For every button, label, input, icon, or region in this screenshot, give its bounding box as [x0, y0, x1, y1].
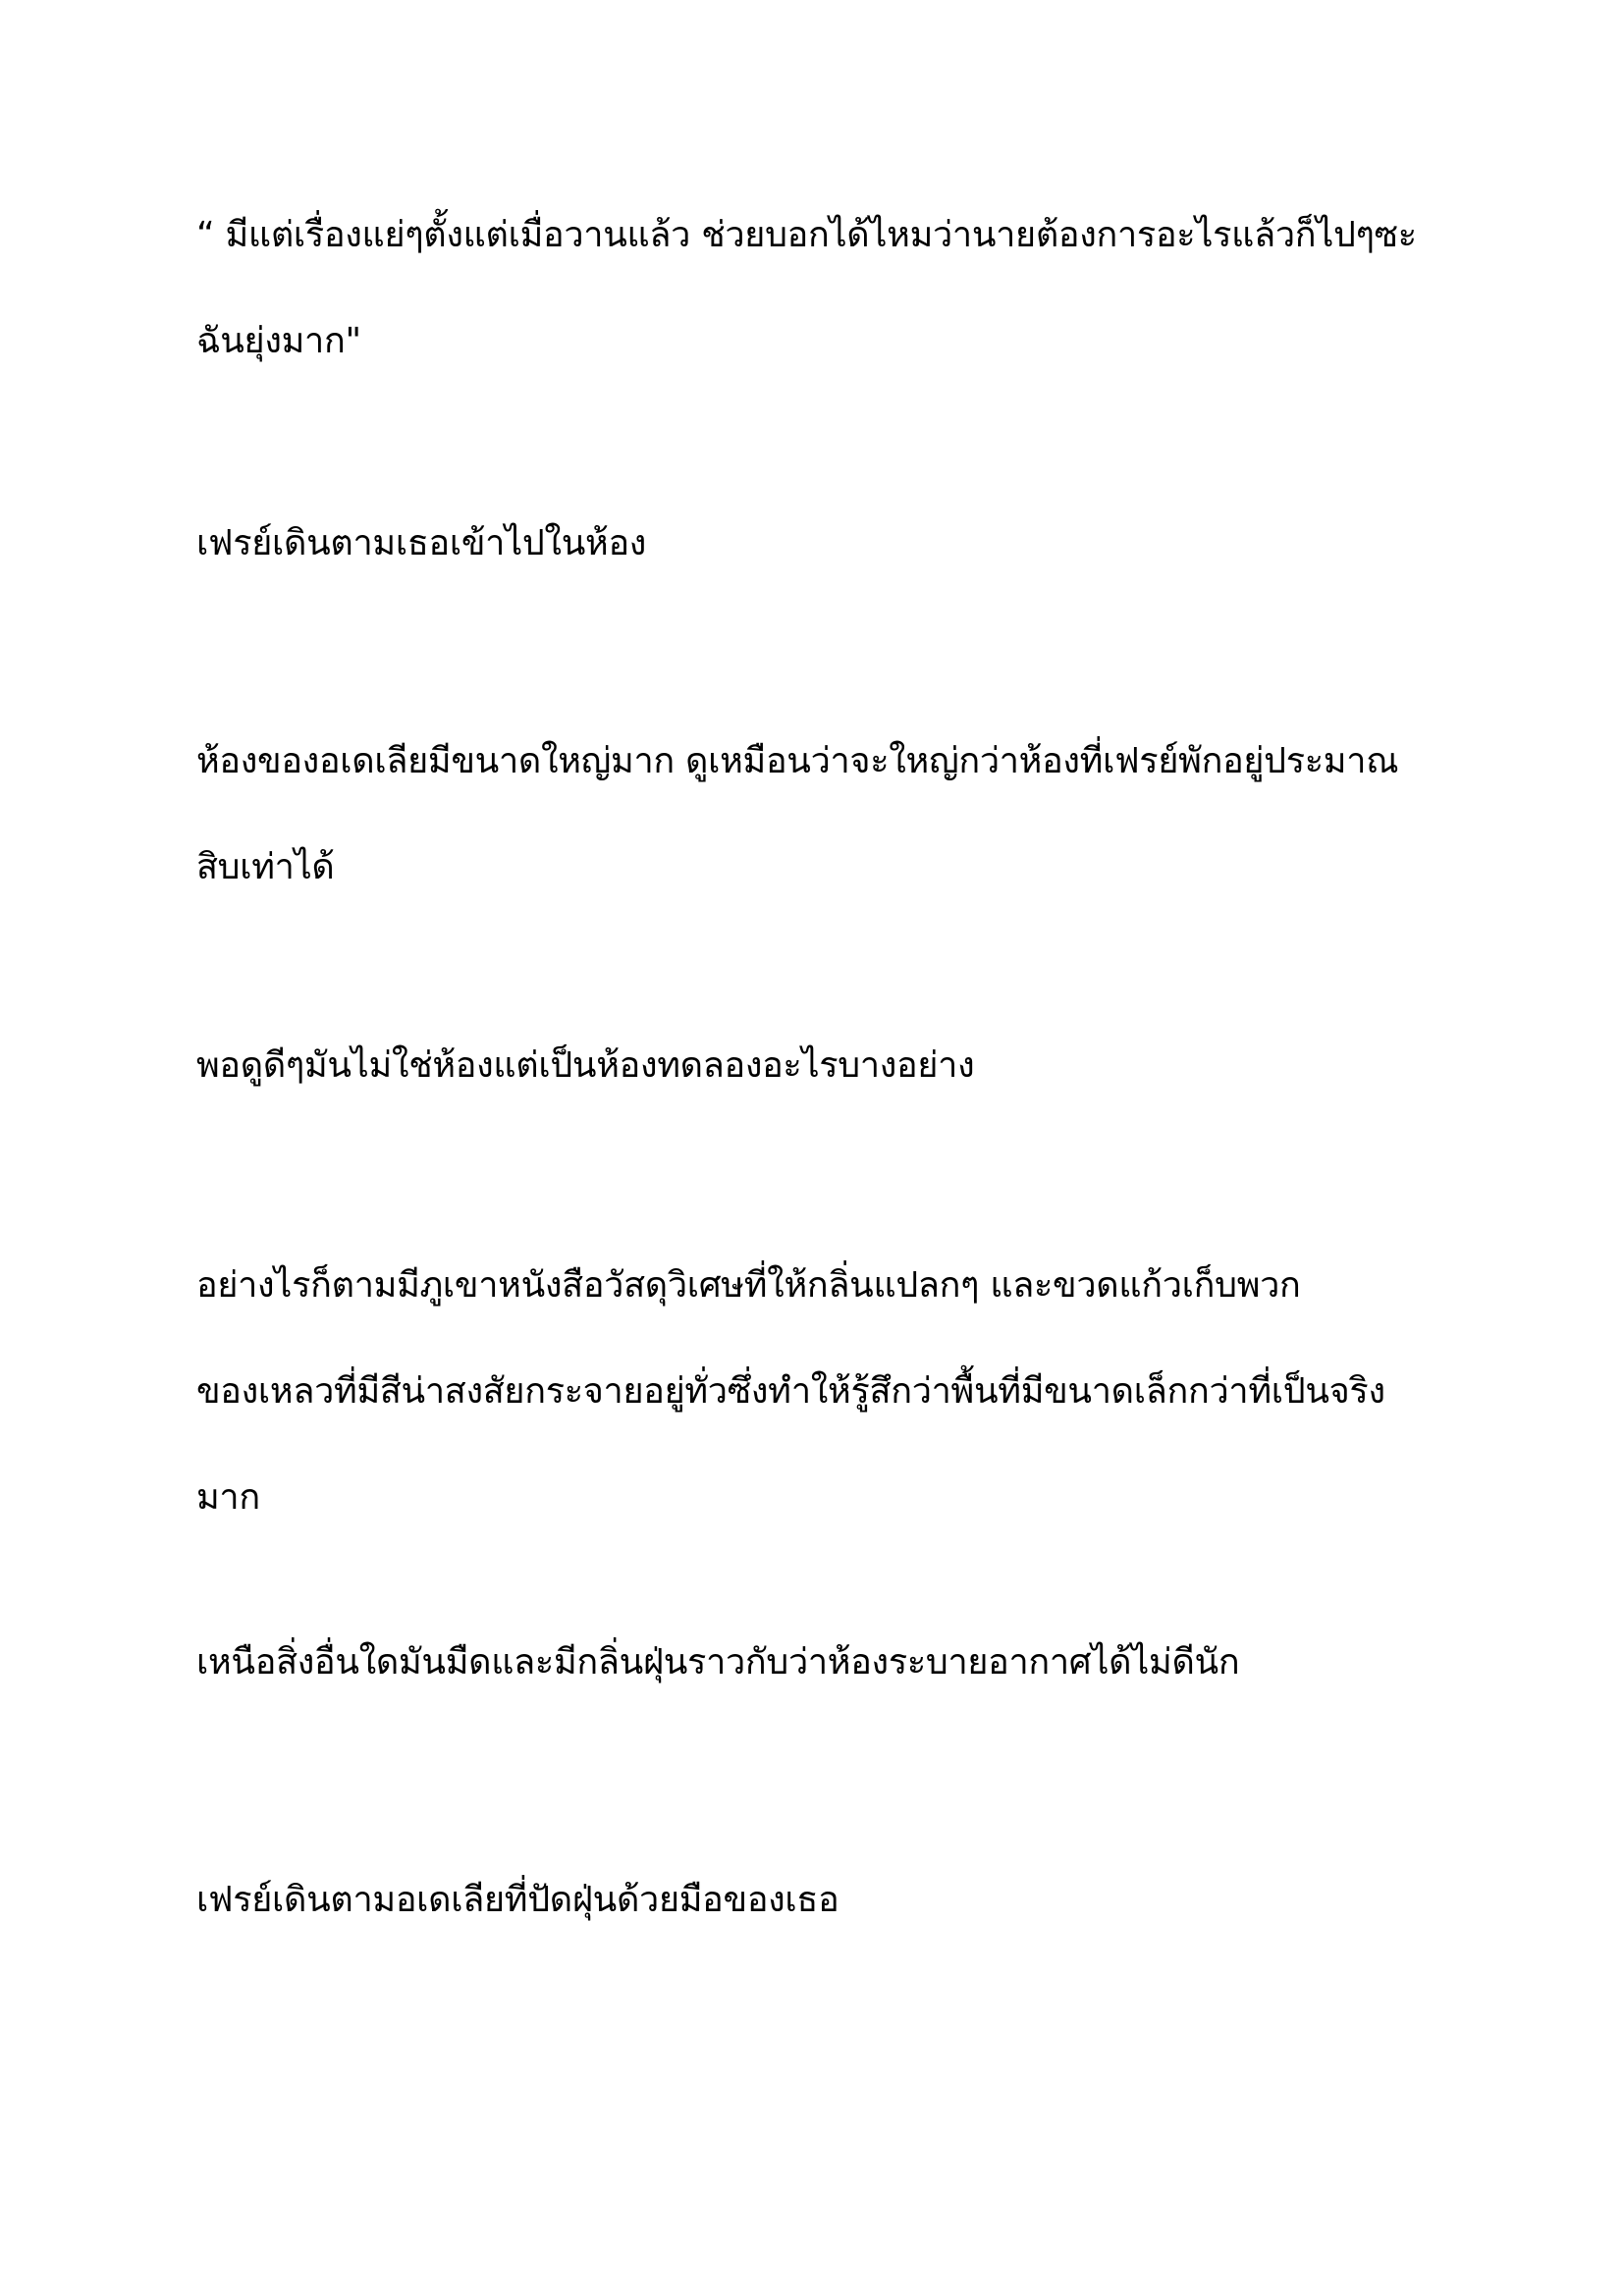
text-line: มาก [196, 1477, 260, 1518]
text-line: สิบเท่าได้ [196, 847, 335, 887]
paragraph [196, 1610, 1434, 1716]
text-line: ของเหลวที่มีสีน่าสงสัยกระจายอยู่ทั่วซึ่งทำให้รู้สึกว่าพื้นที่มีขนาดเล็กกว่าที่เป็นจริง [196, 1371, 1385, 1412]
paragraph-dialogue [196, 183, 1434, 395]
paragraph [196, 709, 1434, 921]
text-line: เหนือสิ่งอื่นใดมันมืดและมีกลิ่นฝุ่นราวกับว่าห้องระบายอากาศได้ไม่ดีนัก [196, 1642, 1240, 1682]
text-line: “ มีแต่เรื่องแย่ๆตั้งแต่เมื่อวานแล้ว ช่วยบอกได้ไหมว่านายต้องการอะไรแล้วก็ไปๆซะ [196, 215, 1417, 255]
text-line: ห้องของอเดเลียมีขนาดใหญ่มาก ดูเหมือนว่าจะใหญ่กว่าห้องที่เฟรย์พักอยู่ประมาณ [196, 741, 1399, 781]
paragraph [196, 1847, 1434, 1953]
text-line: เฟรย์เดินตามเธอเข้าไปในห้อง [196, 523, 647, 563]
text-line: พอดูดีๆมันไม่ใช่ห้องแต่เป็นห้องทดลองอะไรบางอย่าง [196, 1045, 975, 1086]
text-line: เฟรย์เดินตามอเดเลียที่ปัดฝุ่นด้วยมือของเธอ [196, 1880, 839, 1920]
paragraph [196, 1013, 1434, 1119]
paragraph [196, 491, 1434, 597]
paragraph [196, 1233, 1434, 1551]
text-line: อย่างไรก็ตามมีภูเขาหนังสือวัสดุวิเศษที่ให้กลิ่นแปลกๆ และขวดแก้วเก็บพวก [196, 1265, 1301, 1306]
text-line: ฉันยุ่งมาก" [196, 321, 361, 361]
